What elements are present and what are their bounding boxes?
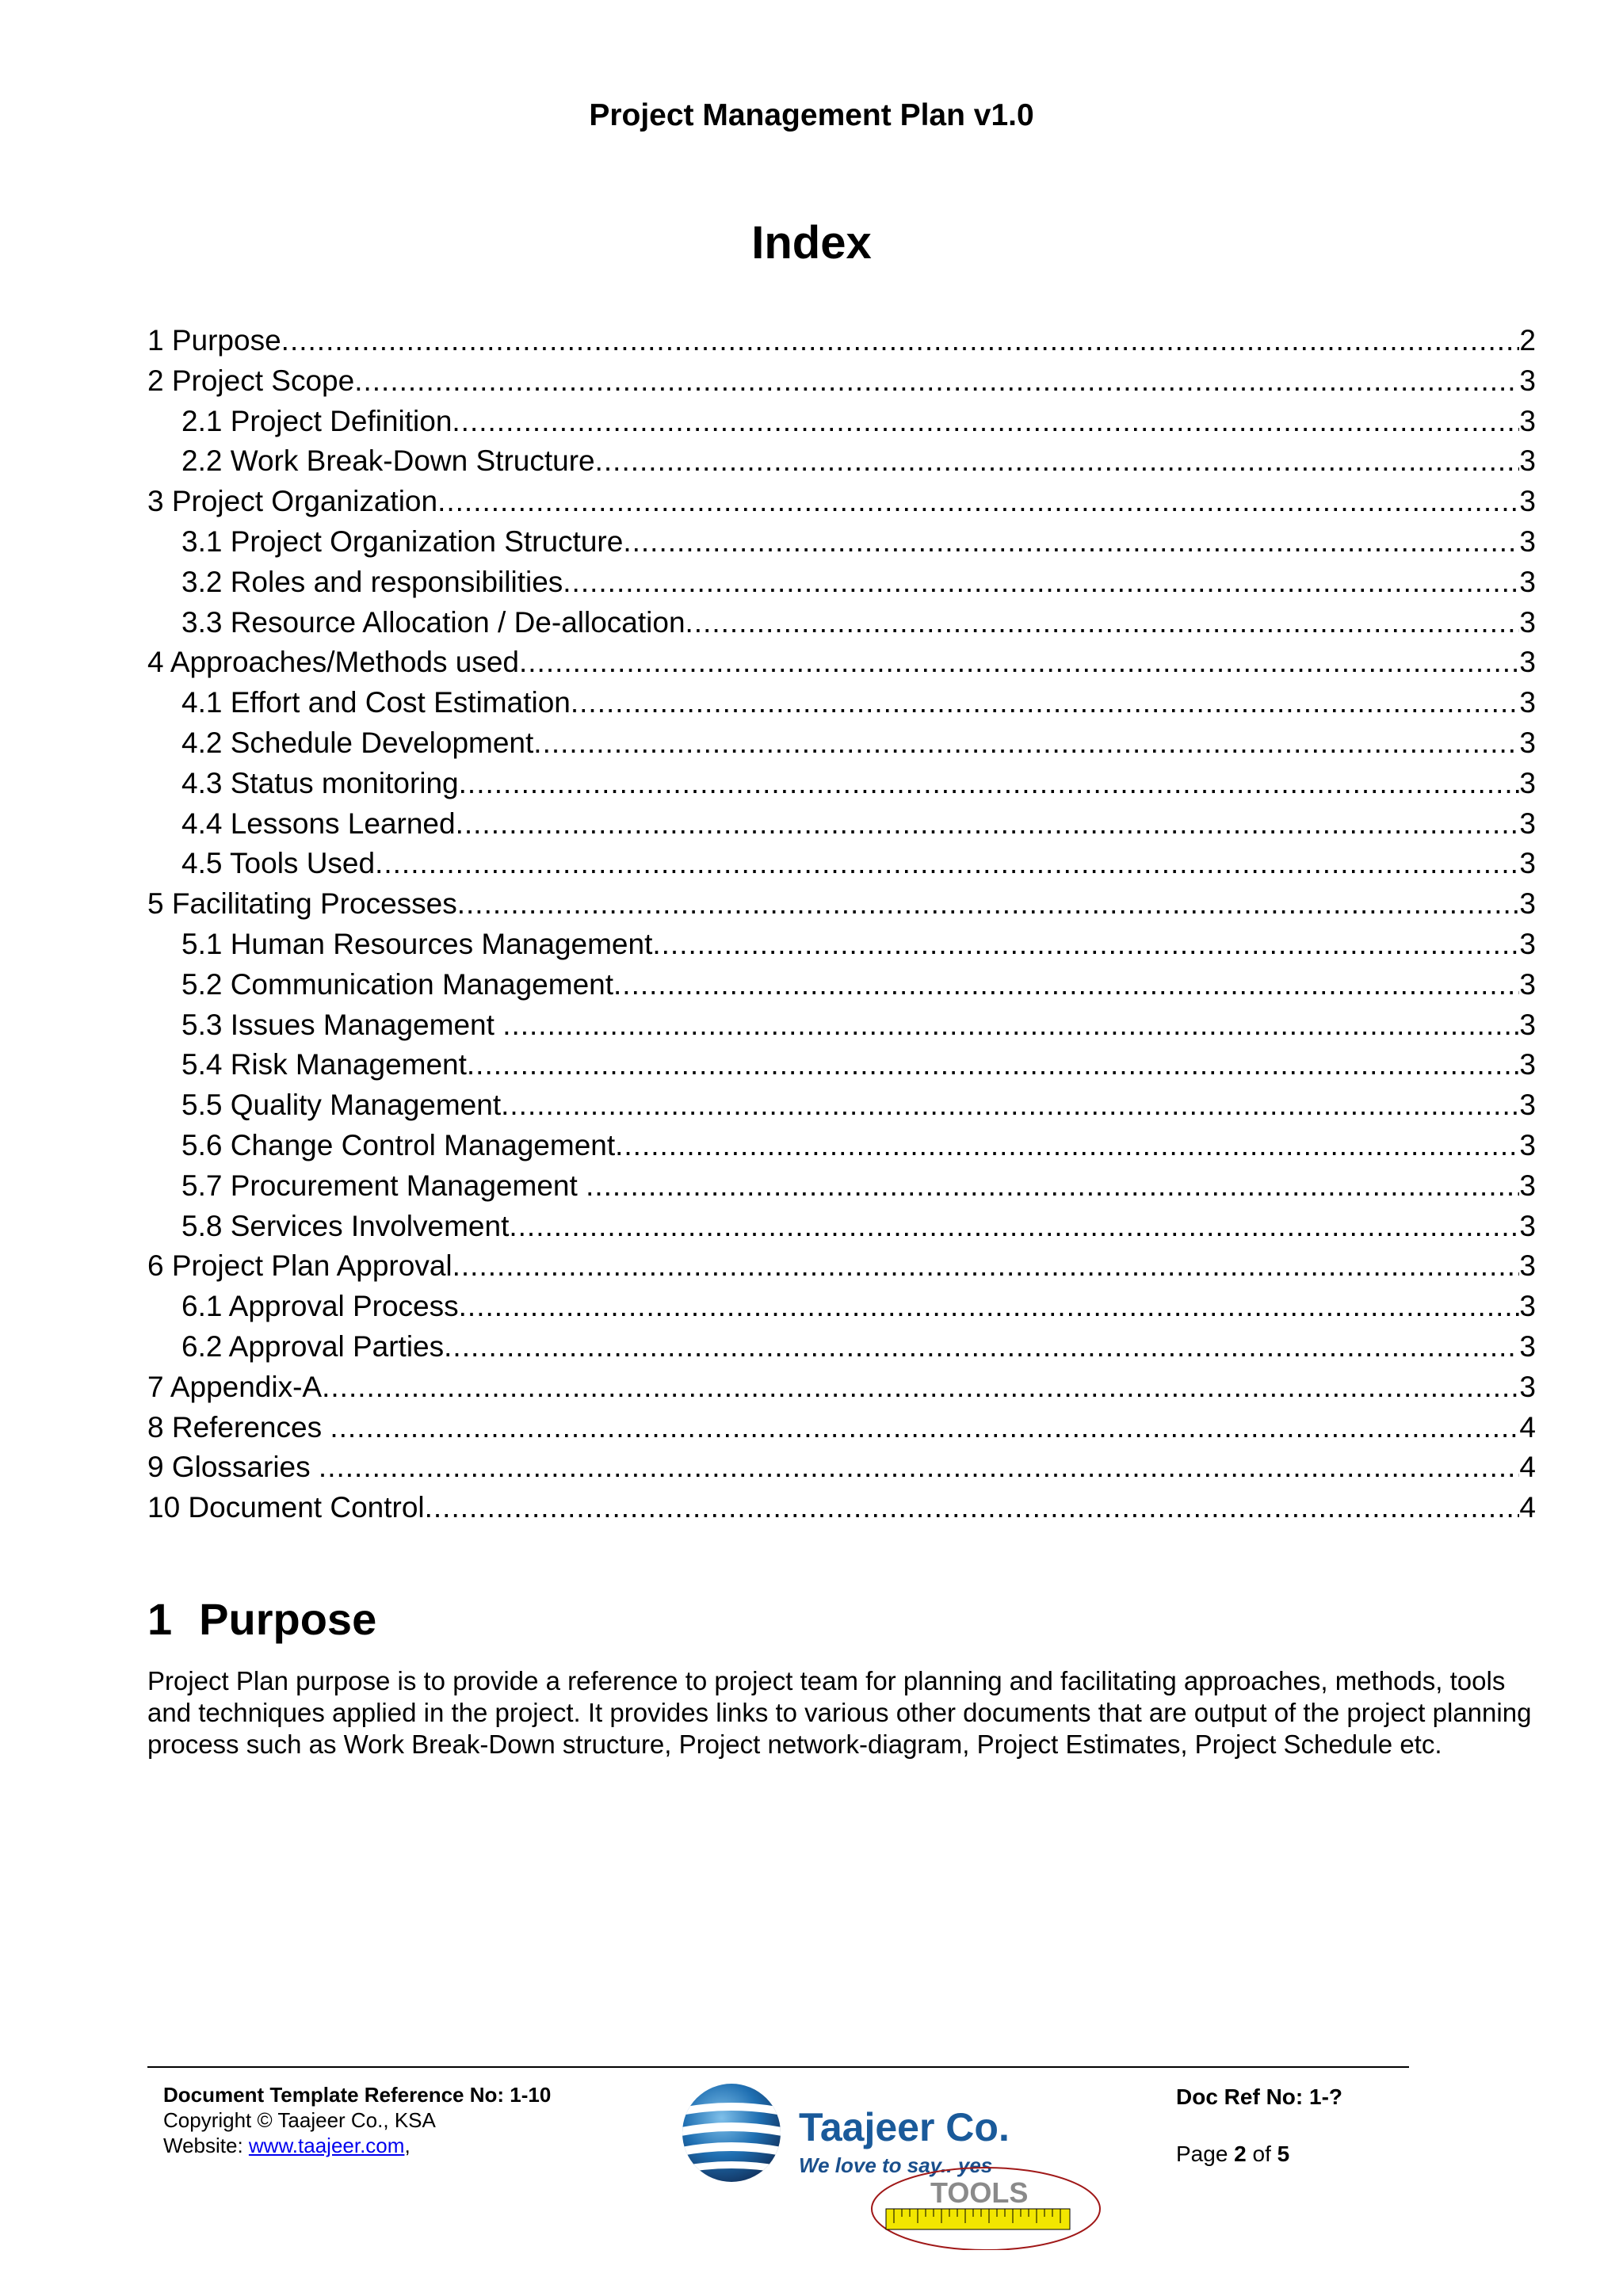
taajeer-logo xyxy=(682,2084,1125,2250)
toc-leader-dots xyxy=(571,683,1520,723)
toc-entry[interactable] xyxy=(147,804,1536,845)
toc-entry[interactable] xyxy=(147,1488,1536,1528)
toc-leader-dots xyxy=(459,1287,1520,1327)
toc-entry[interactable] xyxy=(147,1045,1536,1085)
toc-leader-dots xyxy=(354,361,1519,402)
toc-entry-label: 5.7 Procurement Management xyxy=(181,1169,586,1202)
toc-leader-dots xyxy=(456,804,1520,845)
page-total: 5 xyxy=(1277,2142,1290,2166)
toc-entry-page: 3 xyxy=(1519,686,1536,719)
toc-entry[interactable] xyxy=(147,1005,1536,1046)
logo-tagline: We love to say.. yes xyxy=(799,2153,993,2177)
toc-entry-label: 4.3 Status monitoring xyxy=(181,766,459,799)
toc-entry-label: 6.1 Approval Process xyxy=(181,1290,459,1323)
toc-leader-dots xyxy=(322,1367,1519,1408)
toc-entry-label: 1 Purpose xyxy=(147,324,281,357)
toc-leader-dots xyxy=(519,643,1519,683)
toc-entry-page: 3 xyxy=(1519,1290,1536,1323)
toc-entry-page: 3 xyxy=(1519,485,1536,518)
toc-leader-dots xyxy=(425,1488,1520,1528)
toc-leader-dots xyxy=(623,522,1519,563)
toc-entry[interactable] xyxy=(147,844,1536,884)
logo-company-name: Taajeer Co. xyxy=(799,2105,1010,2149)
toc-entry-page: 4 xyxy=(1519,1451,1536,1484)
toc-entry[interactable] xyxy=(147,643,1536,683)
toc-entry-label: 5.5 Quality Management xyxy=(181,1089,502,1122)
toc-entry-page: 3 xyxy=(1519,927,1536,960)
toc-entry-page: 3 xyxy=(1519,847,1536,880)
toc-entry[interactable] xyxy=(147,603,1536,643)
toc-entry-page: 3 xyxy=(1519,766,1536,799)
toc-leader-dots xyxy=(533,723,1519,764)
toc-entry-label: 7 Appendix-A xyxy=(147,1370,323,1403)
toc-entry-page: 3 xyxy=(1519,1329,1536,1363)
section-title: Purpose xyxy=(199,1594,377,1644)
toc-entry-label: 4.2 Schedule Development xyxy=(181,726,534,759)
toc-entry-page: 3 xyxy=(1519,1169,1536,1202)
website-label: Website: xyxy=(163,2134,249,2157)
stamp-seal xyxy=(872,2168,1100,2250)
globe-icon xyxy=(682,2084,781,2182)
page-number xyxy=(1176,2141,1342,2168)
toc-entry[interactable] xyxy=(147,1327,1536,1367)
toc-entry[interactable] xyxy=(147,965,1536,1005)
toc-entry-label: 5.6 Change Control Management xyxy=(181,1128,616,1161)
toc-leader-dots xyxy=(652,925,1519,965)
page-label: Page xyxy=(1176,2142,1235,2166)
toc-entry[interactable] xyxy=(147,1207,1536,1247)
toc-entry-page: 3 xyxy=(1519,565,1536,598)
toc-entry-label: 2.2 Work Break-Down Structure xyxy=(181,444,595,478)
toc-entry[interactable] xyxy=(147,321,1536,361)
copyright-text: Copyright © Taajeer Co., KSA xyxy=(163,2108,436,2132)
toc-leader-dots xyxy=(459,764,1520,804)
toc-entry[interactable] xyxy=(147,1166,1536,1207)
toc-entry-page: 3 xyxy=(1519,1008,1536,1041)
toc-entry-label: 6.2 Approval Parties xyxy=(181,1329,445,1363)
purpose-paragraph: Project Plan purpose is to provide a reference to project team for planning and facilitating approaches, methods, tools and techniques applied in the project. It provides links to various other documents that are output of the project planning process such as Work Break-Down structure, Project network-diagram, Project Estimates, Project Schedule etc. xyxy=(147,1666,1532,1759)
section-heading-purpose xyxy=(147,1592,376,1646)
toc-entry[interactable] xyxy=(147,723,1536,764)
toc-entry[interactable] xyxy=(147,1408,1536,1448)
toc-entry-page: 3 xyxy=(1519,524,1536,558)
toc-entry[interactable] xyxy=(147,522,1536,563)
toc-entry-page: 3 xyxy=(1519,364,1536,397)
toc-entry-label: 4.5 Tools Used xyxy=(181,847,376,880)
toc-entry-label: 10 Document Control xyxy=(147,1491,425,1524)
toc-entry-page: 3 xyxy=(1519,1370,1536,1403)
section-number: 1 xyxy=(147,1594,173,1644)
toc-entry[interactable] xyxy=(147,1246,1536,1287)
toc-leader-dots xyxy=(444,1327,1519,1367)
document-header-title: Project Management Plan v1.0 xyxy=(589,98,1034,132)
toc-entry[interactable] xyxy=(147,884,1536,925)
toc-entry[interactable] xyxy=(147,402,1536,442)
toc-entry-page: 4 xyxy=(1519,1491,1536,1524)
toc-entry-label: 8 References xyxy=(147,1410,330,1444)
toc-entry[interactable] xyxy=(147,764,1536,804)
toc-leader-dots xyxy=(453,1246,1520,1287)
toc-entry-label: 3.2 Roles and responsibilities xyxy=(181,565,563,598)
toc-entry-label: 9 Glossaries xyxy=(147,1451,319,1484)
toc-entry[interactable] xyxy=(147,482,1536,522)
footer-right-block xyxy=(1176,2084,1342,2168)
toc-entry[interactable] xyxy=(147,1287,1536,1327)
toc-entry-page: 3 xyxy=(1519,1128,1536,1161)
toc-entry-label: 5 Facilitating Processes xyxy=(147,887,457,921)
toc-entry-label: 4 Approaches/Methods used xyxy=(147,646,519,679)
toc-entry-page: 3 xyxy=(1519,1209,1536,1242)
toc-entry-page: 3 xyxy=(1519,967,1536,1001)
toc-leader-dots xyxy=(509,1207,1519,1247)
toc-leader-dots xyxy=(375,844,1519,884)
toc-entry-label: 5.4 Risk Management xyxy=(181,1048,467,1081)
toc-entry-label: 5.8 Services Involvement xyxy=(181,1209,510,1242)
toc-leader-dots xyxy=(615,1126,1519,1166)
website-suffix: , xyxy=(404,2134,411,2157)
website-link[interactable]: www.taajeer.com xyxy=(248,2134,405,2157)
toc-entry-page: 3 xyxy=(1519,1249,1536,1283)
toc-entry-page: 3 xyxy=(1519,646,1536,679)
toc-entry-page: 3 xyxy=(1519,404,1536,437)
index-title: Index xyxy=(751,217,872,269)
toc-entry[interactable] xyxy=(147,1367,1536,1408)
toc-entry[interactable] xyxy=(147,925,1536,965)
toc-leader-dots xyxy=(330,1408,1519,1448)
toc-entry-page: 4 xyxy=(1519,1410,1536,1444)
toc-entry-page: 3 xyxy=(1519,605,1536,639)
toc-entry-label: 3.1 Project Organization Structure xyxy=(181,524,624,558)
page-current: 2 xyxy=(1234,2142,1247,2166)
stamp-text: TOOLS xyxy=(930,2176,1029,2209)
toc-entry[interactable] xyxy=(147,1085,1536,1126)
toc-entry-page: 3 xyxy=(1519,726,1536,759)
toc-entry[interactable] xyxy=(147,361,1536,402)
toc-entry[interactable] xyxy=(147,1447,1536,1488)
toc-entry-label: 2 Project Scope xyxy=(147,364,355,397)
toc-leader-dots xyxy=(319,1447,1520,1488)
toc-entry-label: 3 Project Organization xyxy=(147,485,438,518)
toc-entry-label: 6 Project Plan Approval xyxy=(147,1249,453,1283)
toc-entry-page: 3 xyxy=(1519,1048,1536,1081)
toc-entry-page: 3 xyxy=(1519,887,1536,921)
toc-entry-label: 5.1 Human Resources Management xyxy=(181,927,653,960)
toc-entry[interactable] xyxy=(147,441,1536,482)
footer-divider xyxy=(147,2066,1409,2068)
toc-entry-page: 3 xyxy=(1519,444,1536,478)
toc-leader-dots xyxy=(502,1005,1519,1046)
toc-entry-label: 4.1 Effort and Cost Estimation xyxy=(181,686,571,719)
toc-leader-dots xyxy=(501,1085,1519,1126)
toc-leader-dots xyxy=(613,965,1519,1005)
toc-entry-label: 4.4 Lessons Learned xyxy=(181,807,456,840)
toc-leader-dots xyxy=(595,441,1520,482)
page-of-label: of xyxy=(1246,2142,1277,2166)
toc-entry[interactable] xyxy=(147,563,1536,603)
toc-entry-label: 5.3 Issues Management xyxy=(181,1008,503,1041)
toc-leader-dots xyxy=(563,563,1519,603)
toc-leader-dots xyxy=(467,1045,1520,1085)
toc-leader-dots xyxy=(586,1166,1519,1207)
toc-entry-label: 2.1 Project Definition xyxy=(181,404,453,437)
website-line xyxy=(163,2133,551,2158)
template-reference: Document Template Reference No: 1-10 xyxy=(163,2083,552,2107)
toc-leader-dots xyxy=(452,402,1519,442)
toc-entry-label: 3.3 Resource Allocation / De-allocation xyxy=(181,605,685,639)
toc-entry-page: 2 xyxy=(1519,324,1536,357)
toc-leader-dots xyxy=(685,603,1520,643)
toc-entry-label: 5.2 Communication Management xyxy=(181,967,614,1001)
table-of-contents xyxy=(147,321,1536,1528)
toc-entry-page: 3 xyxy=(1519,807,1536,840)
footer-left-block xyxy=(163,2082,551,2158)
toc-leader-dots xyxy=(437,482,1519,522)
toc-entry[interactable] xyxy=(147,683,1536,723)
toc-entry-page: 3 xyxy=(1519,1089,1536,1122)
doc-ref-number: Doc Ref No: 1-? xyxy=(1176,2084,1342,2109)
toc-leader-dots xyxy=(281,321,1520,361)
toc-leader-dots xyxy=(457,884,1520,925)
toc-entry[interactable] xyxy=(147,1126,1536,1166)
